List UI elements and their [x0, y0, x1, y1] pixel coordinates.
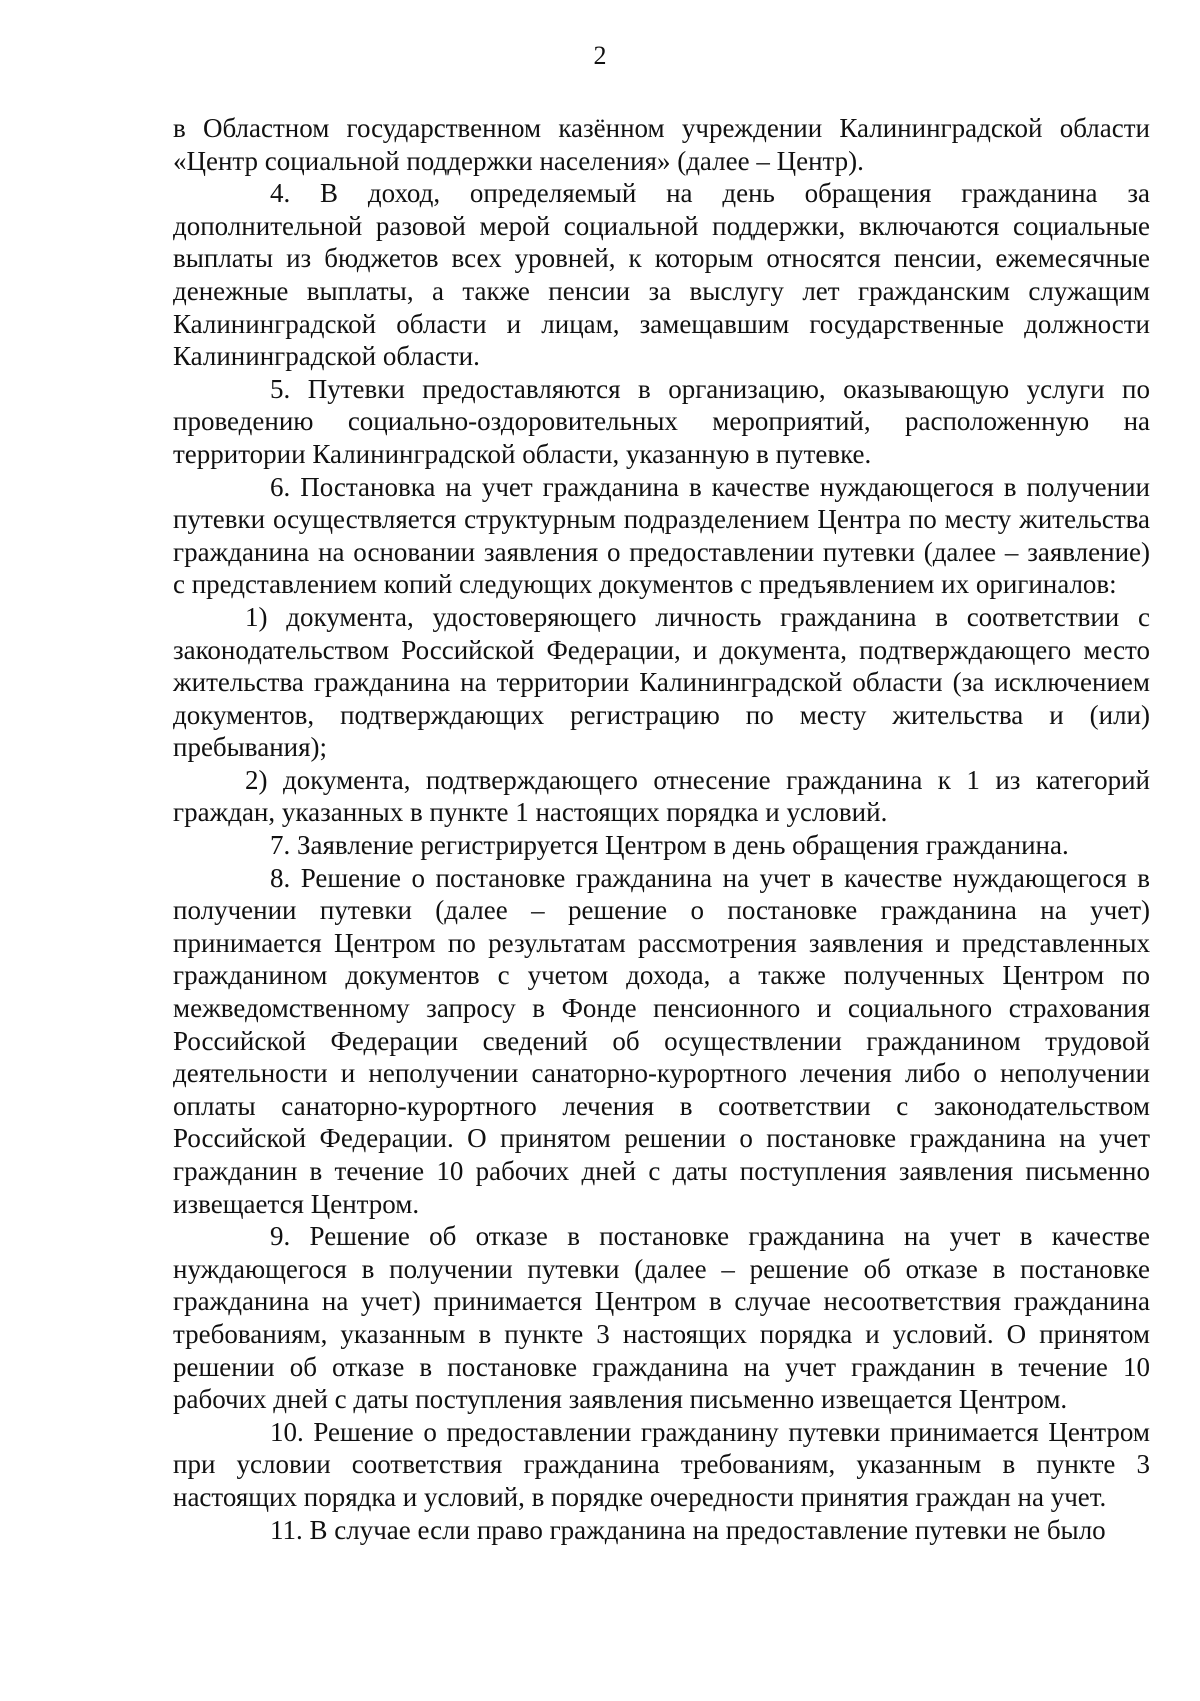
- document-body: [173, 112, 1150, 1546]
- subparagraph-6-1: 1) документа, удостоверяющего личность гражданина в соответствии с законодательством Российской Федерации, и документа, подтверждающего место жительства гражданина на территории Калининградской области (за исключением документов, подтверждающих регистрацию по месту жительства и (или) пребывания);: [173, 601, 1150, 763]
- paragraph-4: 4. В доход, определяемый на день обращения гражданина за дополнительной разовой мерой социальной поддержки, включаются социальные выплаты из бюджетов всех уровней, к которым относятся пенсии, ежемесячные денежные выплаты, а также пенсии за выслугу лет гражданским служащим Калининградской области и лицам, замещавшим государственные должности Калининградской области.: [173, 178, 1150, 372]
- paragraph-9: 9. Решение об отказе в постановке гражданина на учет в качестве нуждающегося в получении путевки (далее – решение об отказе в постановке гражданина на учет) принимается Центром в случае несоответствия гражданина требованиям, указанным в пункте 3 настоящих порядка и условий. О принятом решении об отказе в постановке гражданина на учет гражданин в течение 10 рабочих дней с даты поступления заявления письменно извещается Центром.: [173, 1221, 1150, 1415]
- paragraph-7: 7. Заявление регистрируется Центром в день обращения гражданина.: [270, 830, 1069, 861]
- paragraph-11: 11. В случае если право гражданина на предоставление путевки не было: [270, 1514, 1106, 1545]
- subparagraph-6-2: 2) документа, подтверждающего отнесение гражданина к 1 из категорий граждан, указанных в пункте 1 настоящих порядка и условий.: [173, 764, 1150, 828]
- paragraph-5: 5. Путевки предоставляются в организацию, оказывающую услуги по проведению социально-оздоровительных мероприятий, расположенную на территории Калининградской области, указанную в путевке.: [173, 373, 1150, 469]
- page-number: 2: [593, 41, 607, 70]
- paragraph-continuation: в Областном государственном казённом учреждении Калининградской области «Центр социальной поддержки населения» (далее – Центр).: [173, 113, 1150, 176]
- paragraph-6: 6. Постановка на учет гражданина в качестве нуждающегося в получении путевки осуществляется структурным подразделением Центра по месту жительства гражданина на основании заявления о предоставлении путевки (далее – заявление) с представлением копий следующих документов с предъявлением их оригиналов:: [173, 471, 1150, 600]
- paragraph-8: 8. Решение о постановке гражданина на учет в качестве нуждающегося в получении путевки (далее – решение о постановке гражданина на учет) принимается Центром по результатам рассмотрения заявления и представленных гражданином документов с учетом дохода, а также полученных Центром по межведомственному запросу в Фонде пенсионного и социального страхования Российской Федерации сведений об осуществлении гражданином трудовой деятельности и неполучении санаторно-курортного лечения либо о неполучении оплаты санаторно-курортного лечения в соответствии с законодательством Российской Федерации. О принятом решении о постановке гражданина на учет гражданин в течение 10 рабочих дней с даты поступления заявления письменно извещается Центром.: [173, 862, 1150, 1219]
- paragraph-10: 10. Решение о предоставлении гражданину путевки принимается Центром при условии соответствия гражданина требованиям, указанным в пункте 3 настоящих порядка и условий, в порядке очередности принятия граждан на учет.: [173, 1416, 1150, 1512]
